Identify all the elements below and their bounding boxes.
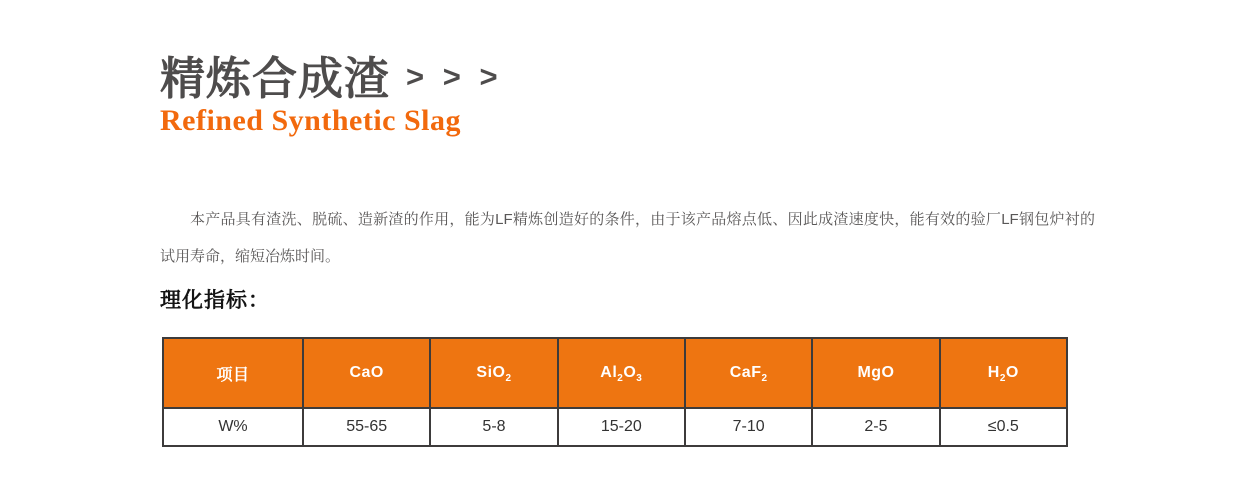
spec-cell: 5-8 — [430, 408, 557, 446]
page-header — [160, 42, 503, 107]
spec-table — [162, 337, 1068, 447]
spec-cell: 7-10 — [685, 408, 812, 446]
spec-col-header: CaF$_2$ — [685, 338, 812, 408]
spec-cell: 55-65 — [303, 408, 430, 446]
spec-col-header: MgO — [812, 338, 939, 408]
spec-cell: ≤0.5 — [940, 408, 1067, 446]
chevrons-decoration: > > > — [406, 59, 503, 94]
page-title-cn: 精炼合成渣 — [160, 53, 391, 104]
spec-col-header: $Al_2O_3$ — [558, 338, 685, 408]
spec-table-head — [163, 338, 1067, 408]
spec-section-heading: 理化指标： — [160, 289, 270, 312]
spec-col-header: CaO — [303, 338, 430, 408]
spec-col-header: SiO$_2$ — [430, 338, 557, 408]
spec-table-header-row — [163, 338, 1067, 408]
spec-cell: 2-5 — [812, 408, 939, 446]
spec-col-header: $H_2O$ — [940, 338, 1067, 408]
spec-col-header: 项目 — [163, 338, 303, 408]
page-title-en: Refined Synthetic Slag — [160, 104, 462, 137]
intro-paragraph: 本产品具有渣洗、脱硫、造新渣的作用，能为LF精炼创造好的条件，由于该产品熔点低、因此成渣速度快，能有效的验厂LF钢包炉衬的试用寿命，缩短冶炼时间。 — [160, 211, 1095, 265]
spec-row-label: W% — [163, 408, 303, 446]
spec-table-body — [163, 408, 1067, 446]
spec-cell: 15-20 — [558, 408, 685, 446]
table-row — [163, 408, 1067, 446]
